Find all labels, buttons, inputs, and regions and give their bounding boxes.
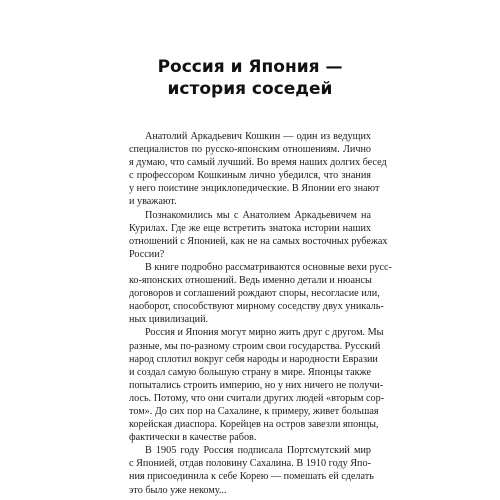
text-line: и уважают.	[129, 196, 177, 208]
text-line: фактически в качестве рабов.	[129, 432, 257, 444]
text-line: лось. Потому, что они считали других людей «вторым сор-	[129, 392, 385, 404]
paragraph	[129, 261, 392, 326]
text-line: В книге подробно рассматриваются основные вехи русс-	[145, 261, 392, 273]
text-line: ных цивилизаций.	[129, 314, 209, 326]
paragraph	[129, 209, 388, 261]
text-line: Анатолий Аркадьевич Кошкин — один из ведущих	[145, 131, 371, 142]
paragraph	[129, 130, 387, 209]
body-text	[129, 130, 392, 497]
text-line: Курилах. Где же еще встретить знатока истории наших	[129, 222, 371, 234]
text-line: и создал самую большую страну в мире. Японцы также	[129, 366, 371, 378]
text-line: отношений с Японией, как не на самых восточных рубежах	[129, 235, 388, 247]
text-line: Познакомились мы с Анатолием Аркадьевичем на	[145, 209, 371, 221]
chapter-title-line-2: история соседей	[167, 79, 333, 99]
text-line: попытались строить империю, но у них ничего не получи-	[129, 379, 384, 391]
text-line: корейская диаспора. Корейцев на остров завезли японцы,	[129, 419, 379, 431]
text-line: я думаю, что самый лучший. Во время наших долгих бесед	[129, 157, 387, 169]
text-line: России?	[129, 248, 165, 260]
text-line: Россия и Япония могут мирно жить друг с другом. Мы	[145, 327, 384, 339]
text-line: с Японией, отдав половину Сахалина. В 1910 году Япо-	[129, 458, 371, 470]
paragraph	[129, 444, 374, 496]
text-line: это было уже некому...	[129, 484, 227, 496]
chapter-title-line-1: Россия и Япония —	[157, 57, 343, 77]
text-line: разные, мы по-разному строим свои государства. Русский	[129, 340, 381, 352]
text-line: договоров и соглашений рождают споры, несогласие или,	[129, 288, 380, 300]
text-line: ния присоединила к себе Корею — помешать ей сделать	[129, 471, 374, 483]
text-line: том». До сих пор на Сахалине, к примеру, живет большая	[129, 405, 379, 417]
text-line: наоборот, способствуют мирному соседству двух уникаль-	[129, 301, 384, 313]
text-line: народ сплотил вокруг себя народы и народности Евразии	[129, 353, 378, 365]
text-line: ко-японских отношений. Ведь именно детали и нюансы	[129, 275, 372, 287]
paragraph	[129, 326, 385, 444]
text-line: специалистов по русско-японским отношениям. Лично	[129, 144, 371, 156]
text-line: у него поистине энциклопедические. В Японии его знают	[129, 183, 380, 195]
text-line: В 1905 году Россия подписала Портсмутский мир	[145, 445, 371, 457]
text-line: с профессором Кошкиным лично убедился, что знания	[129, 170, 371, 182]
chapter-title	[0, 56, 500, 100]
